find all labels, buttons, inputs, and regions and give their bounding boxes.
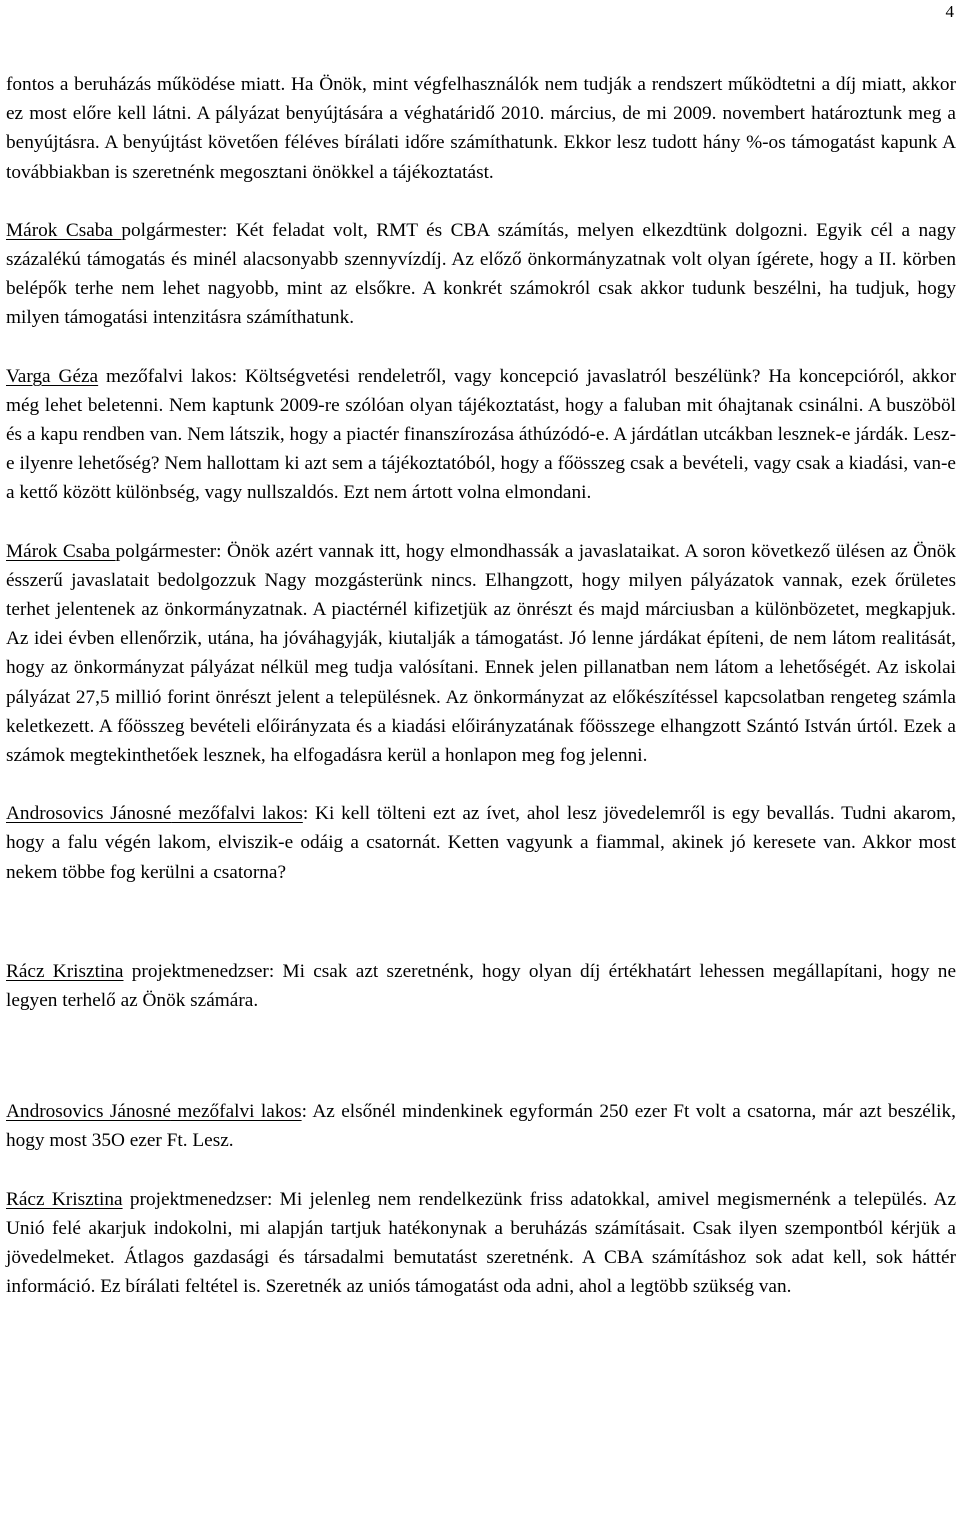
page-number: 4: [945, 2, 954, 21]
paragraph-androsovics-2: [6, 1097, 956, 1155]
speaker-role: projektmenedzser:: [122, 1188, 273, 1210]
paragraph-varga: [6, 362, 956, 508]
paragraph-marok-1: [6, 216, 956, 333]
speaker-role: projektmenedzser:: [123, 960, 275, 982]
speaker-name: Rácz Krisztina: [6, 960, 124, 982]
speaker-role: mezőfalvi lakos:: [98, 365, 238, 387]
speaker-name: Varga Géza: [6, 365, 99, 387]
paragraph-racz-1: [6, 957, 956, 1015]
paragraph-text: Önök azért vannak itt, hogy elmondhassák a javaslataikat. A soron következő ülésen az Önök ésszerű javaslatait bedolgozzuk Nagy mozgásterünk nincs. Elhangzott, hogy milyen pályázatok vannak, ezek őrületes terhet jelentenek az önkormányzatnak. A piactérnél kifizetjük az önrészt és majd márciusban a különbözetet, megkapjuk. Az idei évben ellenőrzik, utána, ha jóváhagyják, kiutalják a támogatást. Jó lenne járdákat építeni, de nem látom realitását, hogy az önkormányzat pályázat nélkül meg tudja valósítani. Ennek jelen pillanatban nem látom a lehetőségét. Az iskolai pályázat 27,5 millió forint önrészt jelent a településnek. Az önkormányzat az előkészítéssel kapcsolatban rengeteg számla keletkezett. A főösszeg bevételi előirányzata és a kiadási előirányzatának főösszege elhangzott Szántó István úrtól. Ezek a számok megtekinthetőek lesznek, ha elfogadásra kerül a honlapon meg fog jelenni.: [6, 540, 956, 767]
paragraph-text: Mi jelenleg nem rendelkezünk friss adatokkal, amivel megismernénk a település. Az Unió felé akarjuk indokolni, mi alapján tartjuk hatékonynak a beruházás számításait. Csak ilyen szempontból kérjük a jövedelmeket. Átlagos gazdasági és társadalmi bemutatást szeretnénk. A CBA számításhoz sok adat kell, sok háttér információ. Ez bírálati feltétel is. Szeretnék az uniós támogatást oda adni, ahol a legtöbb szükség van.: [6, 1188, 957, 1298]
paragraph-text: Két feladat volt, RMT és CBA számítás, melyen elkezdtünk dolgozni. Egyik cél a nagy százalékú támogatás és minél alacsonyabb szennyvízdíj. Az előző önkormányzatnak volt olyan ígérete, hogy a II. körben belépők terhe nem lehet nagyobb, mint az elsőkre. A konkrét számokról csak akkor tudunk beszélni, ha tudjuk, hogy milyen támogatási intenzitásra számíthatunk.: [6, 219, 956, 329]
speaker-role: mezőfalvi lakos: [171, 803, 303, 825]
paragraph-text: Költségvetési rendeletről, vagy koncepció javaslatról beszélünk? Ha koncepcióról, akkor még lehet beletenni. Nem kaptunk 2009-re szólóan olyan tájékoztatást, hogy a faluban mit óhajtanak csinálni. A buszöböl és a kapu rendben van. Nem látszik, hogy a piactér finanszírozása áthúzódó-e. A járdátlan utcákban lesznek-e járdák. Lesz-e ilyenre lehetőség? Nem hallottam ki azt sem a tájékoztatóból, hogy a főösszeg csak a bevételi, vagy csak a kiadási, van-e a kettő között különbség, vagy nullszaldós. Ezt nem ártott volna elmondani.: [6, 365, 956, 504]
paragraph-androsovics-1: [6, 799, 956, 887]
speaker-name: Androsovics Jánosné: [6, 1101, 171, 1123]
paragraph-text: : Ki kell tölteni ezt az ívet, ahol lesz jövedelemről is egy bevallás. Tudni akarom, hogy a falu végén lakom, elviszik-e odáig a csatornát. Ketten vagyunk a fiammal, akinek jó keresete van. Akkor most nekem többe fog kerülni a csatorna?: [6, 803, 956, 883]
document-body: [6, 70, 956, 1302]
speaker-name: Rácz Krisztina: [6, 1188, 123, 1210]
paragraph-text: Mi csak azt szeretnénk, hogy olyan díj értékhatárt lehessen megállapítani, hogy ne legyen terhelő az Önök számára.: [6, 960, 957, 1012]
paragraph-intro: [6, 70, 956, 187]
speaker-name: Márok Csaba: [6, 540, 116, 562]
paragraph-text: fontos a beruházás működése miatt. Ha Önök, mint végfelhasználók nem tudják a rendszert működtetni a díj miatt, akkor ez most előre kell látni. A pályázat benyújtására a véghatáridő 2010. március, de mi 2009. novembert határoztunk meg a benyújtásra. A benyújtást követően féléves bírálati időre számíthatunk. Ekkor lesz tudott hány %-os támogatást kapunk A továbbiakban is szeretnénk megosztani önökkel a tájékoztatást.: [6, 74, 956, 183]
speaker-name: Márok Csaba: [6, 219, 122, 241]
speaker-role: mezőfalvi lakos: [170, 1101, 302, 1123]
paragraph-text: : Az elsőnél mindenkinek egyformán 250 ezer Ft volt a csatorna, már azt beszélik, hogy most 35O ezer Ft. Lesz.: [6, 1101, 956, 1152]
speaker-name: Androsovics Jánosné: [6, 803, 172, 825]
speaker-role: polgármester:: [115, 540, 222, 562]
speaker-role: polgármester:: [121, 219, 228, 241]
paragraph-marok-2: [6, 537, 956, 771]
paragraph-racz-2: [6, 1185, 956, 1302]
